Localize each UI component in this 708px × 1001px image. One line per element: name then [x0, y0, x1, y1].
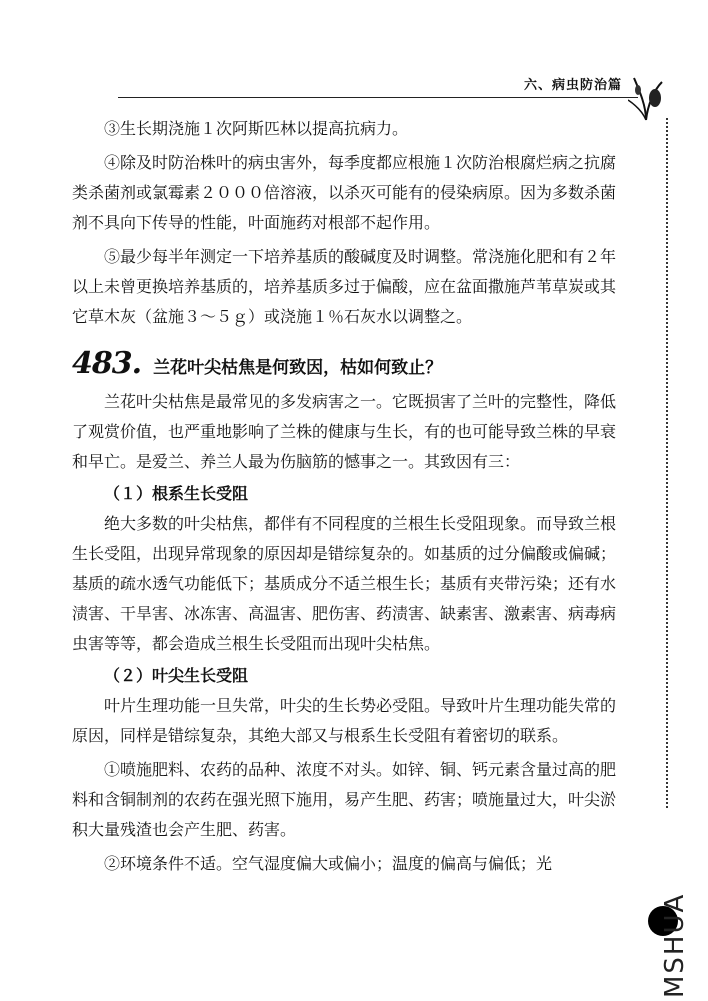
- question-title: 兰花叶尖枯焦是何致因，枯如何致止？: [153, 358, 443, 378]
- paragraph: ⑤最少每半年测定一下培养基质的酸碱度及时调整。常浇施化肥和有２年以上未曾更换培养基质的，培养基质多过于偏酸，应在盆面撒施芦苇草炭或其它草木灰（盆施３～５ｇ）或浇施１％石灰水以调整之。: [72, 247, 617, 326]
- section-heading: （２）叶尖生长受阻: [104, 666, 249, 685]
- section-text: 绝大多数的叶尖枯焦，都伴有不同程度的兰根生长受阻现象。而导致兰根生长受阻，出现异常现象的原因却是错综复杂的。如基质的过分偏酸或偏碱；基质的疏水透气功能低下；基质成分不适兰根生长；基质有夹带污染；还有水渍害、干旱害、冰冻害、高温害、肥伤害、药渍害、缺素害、激素害、病毒病虫害等等，都会造成兰根生长受阻而出现叶尖枯焦。: [72, 514, 617, 653]
- page-body: [72, 114, 616, 879]
- orchid-plant-icon: [628, 70, 664, 122]
- paragraph: ③生长期浇施１次阿斯匹林以提高抗病力。: [104, 119, 409, 138]
- question-heading: [72, 346, 616, 381]
- question-number: 483.: [72, 346, 142, 381]
- section-heading: （１）根系生长受阻: [104, 484, 249, 503]
- running-header: 六、病虫防治篇: [523, 78, 622, 93]
- margin-dotted-rule: [666, 118, 668, 808]
- watermark-text: MSHUA: [660, 892, 690, 998]
- paragraph: ④除及时防治株叶的病虫害外，每季度都应根施１次防治根腐烂病之抗腐类杀菌剂或氯霉素２０００倍溶液，以杀灭可能有的侵染病原。因为多数杀菌剂不具向下传导的性能，叶面施药对根部不起作用。: [72, 153, 617, 232]
- list-item: ①喷施肥料、农药的品种、浓度不对头。如锌、铜、钙元素含量过高的肥料和含铜制剂的农药在强光照下施用，易产生肥、药害；喷施量过大，叶尖淤积大量残渣也会产生肥、药害。: [72, 760, 617, 839]
- list-item: ②环境条件不适。空气湿度偏大或偏小；温度的偏高与偏低；光: [104, 854, 553, 873]
- question-intro: 兰花叶尖枯焦是最常见的多发病害之一。它既损害了兰叶的完整性，降低了观赏价值，也严重地影响了兰株的健康与生长，有的也可能导致兰株的早衰和早亡。是爱兰、养兰人最为伤脑筋的憾事之一。其致因有三：: [72, 392, 617, 471]
- header-rule: [118, 97, 638, 98]
- section-text: 叶片生理功能一旦失常，叶尖的生长势必受阻。导致叶片生理功能失常的原因，同样是错综复杂，其绝大部又与根系生长受阻有着密切的联系。: [72, 696, 617, 745]
